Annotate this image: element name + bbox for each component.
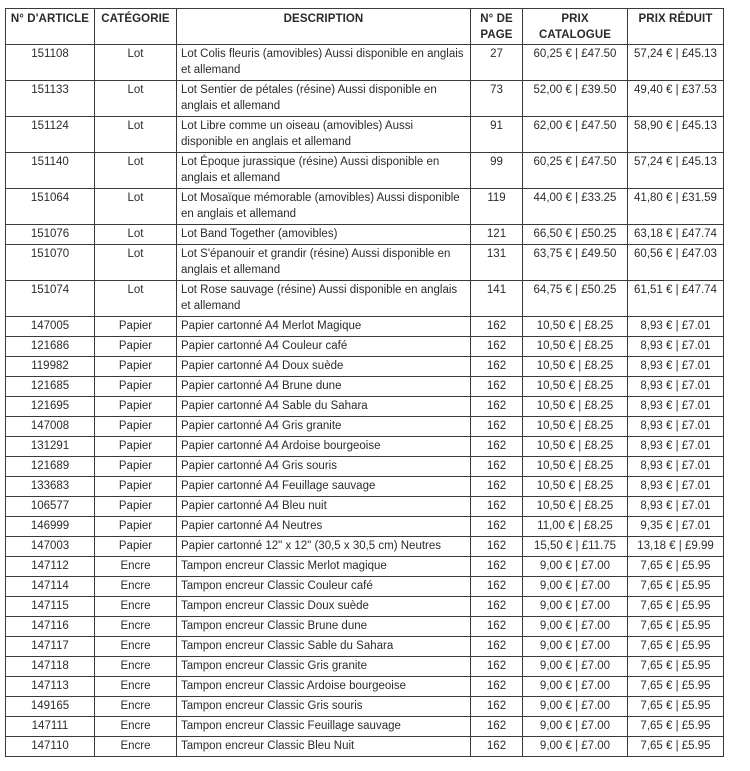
reduced-price-cell: 8,93 € | £7.01 (628, 337, 724, 357)
category-cell: Papier (95, 417, 177, 437)
page-number-cell: 162 (471, 657, 523, 677)
article-number-cell: 151064 (6, 189, 95, 225)
page-number-cell: 162 (471, 317, 523, 337)
table-row (6, 189, 724, 225)
catalog-price-cell: 9,00 € | £7.00 (523, 577, 628, 597)
catalog-price-cell: 9,00 € | £7.00 (523, 657, 628, 677)
header-page (471, 9, 523, 45)
table-row (6, 497, 724, 517)
article-number-cell: 147116 (6, 617, 95, 637)
table-row (6, 245, 724, 281)
description-cell: Tampon encreur Classic Doux suède (177, 597, 471, 617)
reduced-price-cell: 7,65 € | £5.95 (628, 697, 724, 717)
catalog-price-cell: 10,50 € | £8.25 (523, 417, 628, 437)
reduced-price-cell: 49,40 € | £37.53 (628, 81, 724, 117)
article-number-cell: 147111 (6, 717, 95, 737)
article-number-cell: 147005 (6, 317, 95, 337)
category-cell: Encre (95, 597, 177, 617)
category-cell: Papier (95, 357, 177, 377)
page-number-cell: 162 (471, 357, 523, 377)
table-row (6, 397, 724, 417)
description-cell: Papier cartonné A4 Merlot Magique (177, 317, 471, 337)
table-header (6, 9, 724, 45)
page-number-cell: 119 (471, 189, 523, 225)
description-cell: Papier cartonné A4 Gris souris (177, 457, 471, 477)
catalog-price-cell: 44,00 € | £33.25 (523, 189, 628, 225)
table-row (6, 537, 724, 557)
description-cell: Lot Colis fleuris (amovibles) Aussi disponible en anglais et allemand (177, 45, 471, 81)
catalog-price-cell: 9,00 € | £7.00 (523, 717, 628, 737)
reduced-price-cell: 57,24 € | £45.13 (628, 153, 724, 189)
reduced-price-cell: 7,65 € | £5.95 (628, 737, 724, 757)
catalog-price-cell: 10,50 € | £8.25 (523, 397, 628, 417)
table-row (6, 377, 724, 397)
reduced-price-cell: 8,93 € | £7.01 (628, 457, 724, 477)
reduced-price-cell: 63,18 € | £47.74 (628, 225, 724, 245)
article-number-cell: 147115 (6, 597, 95, 617)
page-number-cell: 27 (471, 45, 523, 81)
table-row (6, 657, 724, 677)
category-cell: Lot (95, 189, 177, 225)
table-row (6, 225, 724, 245)
header-page-line1: N° DE (480, 13, 513, 25)
reduced-price-cell: 7,65 € | £5.95 (628, 597, 724, 617)
reduced-price-cell: 7,65 € | £5.95 (628, 677, 724, 697)
reduced-price-cell: 7,65 € | £5.95 (628, 617, 724, 637)
catalog-price-cell: 9,00 € | £7.00 (523, 697, 628, 717)
table-row (6, 557, 724, 577)
table-row (6, 117, 724, 153)
page-number-cell: 162 (471, 697, 523, 717)
reduced-price-cell: 7,65 € | £5.95 (628, 637, 724, 657)
article-number-cell: 147113 (6, 677, 95, 697)
article-number-cell: 147008 (6, 417, 95, 437)
category-cell: Lot (95, 225, 177, 245)
catalog-price-cell: 9,00 € | £7.00 (523, 637, 628, 657)
catalog-price-cell: 52,00 € | £39.50 (523, 81, 628, 117)
table-row (6, 677, 724, 697)
reduced-price-cell: 60,56 € | £47.03 (628, 245, 724, 281)
catalog-price-cell: 15,50 € | £11.75 (523, 537, 628, 557)
reduced-price-cell: 8,93 € | £7.01 (628, 497, 724, 517)
reduced-price-cell: 8,93 € | £7.01 (628, 397, 724, 417)
header-reduced-price: PRIX RÉDUIT (628, 9, 724, 45)
catalog-price-cell: 10,50 € | £8.25 (523, 477, 628, 497)
article-number-cell: 147112 (6, 557, 95, 577)
article-number-cell: 106577 (6, 497, 95, 517)
article-number-cell: 151124 (6, 117, 95, 153)
page-number-cell: 91 (471, 117, 523, 153)
article-number-cell: 131291 (6, 437, 95, 457)
reduced-price-cell: 7,65 € | £5.95 (628, 577, 724, 597)
table-row (6, 477, 724, 497)
description-cell: Lot Libre comme un oiseau (amovibles) Aussi disponible en anglais et allemand (177, 117, 471, 153)
article-number-cell: 149165 (6, 697, 95, 717)
article-number-cell: 146999 (6, 517, 95, 537)
catalog-price-cell: 10,50 € | £8.25 (523, 377, 628, 397)
catalog-price-cell: 9,00 € | £7.00 (523, 737, 628, 757)
description-cell: Papier cartonné A4 Couleur café (177, 337, 471, 357)
description-cell: Tampon encreur Classic Merlot magique (177, 557, 471, 577)
description-cell: Tampon encreur Classic Feuillage sauvage (177, 717, 471, 737)
catalog-price-cell: 10,50 € | £8.25 (523, 317, 628, 337)
table-row (6, 457, 724, 477)
catalog-price-cell: 60,25 € | £47.50 (523, 45, 628, 81)
catalog-price-cell: 11,00 € | £8.25 (523, 517, 628, 537)
reduced-price-cell: 57,24 € | £45.13 (628, 45, 724, 81)
description-cell: Tampon encreur Classic Brune dune (177, 617, 471, 637)
description-cell: Lot S'épanouir et grandir (résine) Aussi disponible en anglais et allemand (177, 245, 471, 281)
header-row (6, 9, 724, 45)
category-cell: Encre (95, 677, 177, 697)
article-number-cell: 151133 (6, 81, 95, 117)
header-catalog-line2: CATALOGUE (538, 29, 612, 41)
article-number-cell: 121685 (6, 377, 95, 397)
article-number-cell: 151140 (6, 153, 95, 189)
header-category: CATÉGORIE (95, 9, 177, 45)
table-row (6, 717, 724, 737)
category-cell: Lot (95, 81, 177, 117)
category-cell: Lot (95, 117, 177, 153)
header-catalog-price (523, 9, 628, 45)
description-cell: Papier cartonné A4 Brune dune (177, 377, 471, 397)
category-cell: Lot (95, 153, 177, 189)
article-number-cell: 119982 (6, 357, 95, 377)
description-cell: Papier cartonné A4 Doux suède (177, 357, 471, 377)
table-row (6, 737, 724, 757)
article-number-cell: 147003 (6, 537, 95, 557)
table-row (6, 357, 724, 377)
article-number-cell: 121686 (6, 337, 95, 357)
reduced-price-cell: 8,93 € | £7.01 (628, 317, 724, 337)
reduced-price-cell: 61,51 € | £47.74 (628, 281, 724, 317)
catalog-price-cell: 10,50 € | £8.25 (523, 357, 628, 377)
page-number-cell: 99 (471, 153, 523, 189)
page-number-cell: 162 (471, 637, 523, 657)
table-row (6, 337, 724, 357)
table-row (6, 517, 724, 537)
page-number-cell: 162 (471, 677, 523, 697)
page-number-cell: 162 (471, 337, 523, 357)
article-number-cell: 133683 (6, 477, 95, 497)
category-cell: Encre (95, 637, 177, 657)
page-number-cell: 162 (471, 377, 523, 397)
category-cell: Encre (95, 557, 177, 577)
category-cell: Encre (95, 737, 177, 757)
reduced-price-cell: 8,93 € | £7.01 (628, 357, 724, 377)
category-cell: Encre (95, 577, 177, 597)
page-number-cell: 73 (471, 81, 523, 117)
description-cell: Lot Rose sauvage (résine) Aussi disponible en anglais et allemand (177, 281, 471, 317)
table-row (6, 81, 724, 117)
table-row (6, 281, 724, 317)
page-number-cell: 162 (471, 617, 523, 637)
category-cell: Papier (95, 437, 177, 457)
category-cell: Papier (95, 377, 177, 397)
category-cell: Encre (95, 657, 177, 677)
description-cell: Tampon encreur Classic Couleur café (177, 577, 471, 597)
category-cell: Encre (95, 717, 177, 737)
catalog-price-cell: 9,00 € | £7.00 (523, 677, 628, 697)
article-number-cell: 151074 (6, 281, 95, 317)
description-cell: Papier cartonné A4 Sable du Sahara (177, 397, 471, 417)
description-cell: Tampon encreur Classic Sable du Sahara (177, 637, 471, 657)
description-cell: Tampon encreur Classic Gris souris (177, 697, 471, 717)
price-table (5, 8, 724, 757)
page-number-cell: 162 (471, 397, 523, 417)
page-number-cell: 162 (471, 597, 523, 617)
table-body (6, 45, 724, 757)
reduced-price-cell: 8,93 € | £7.01 (628, 377, 724, 397)
reduced-price-cell: 7,65 € | £5.95 (628, 657, 724, 677)
catalog-price-cell: 60,25 € | £47.50 (523, 153, 628, 189)
page-number-cell: 162 (471, 417, 523, 437)
article-number-cell: 151070 (6, 245, 95, 281)
catalog-price-cell: 10,50 € | £8.25 (523, 437, 628, 457)
catalog-price-cell: 10,50 € | £8.25 (523, 457, 628, 477)
description-cell: Tampon encreur Classic Bleu Nuit (177, 737, 471, 757)
table-row (6, 317, 724, 337)
page-number-cell: 162 (471, 537, 523, 557)
description-cell: Papier cartonné A4 Ardoise bourgeoise (177, 437, 471, 457)
page-number-cell: 162 (471, 497, 523, 517)
header-article: N° D'ARTICLE (6, 9, 95, 45)
article-number-cell: 147117 (6, 637, 95, 657)
page-number-cell: 162 (471, 437, 523, 457)
header-page-line2: PAGE (480, 29, 513, 41)
description-cell: Papier cartonné A4 Gris granite (177, 417, 471, 437)
reduced-price-cell: 8,93 € | £7.01 (628, 437, 724, 457)
reduced-price-cell: 8,93 € | £7.01 (628, 417, 724, 437)
category-cell: Papier (95, 477, 177, 497)
table-row (6, 45, 724, 81)
description-cell: Papier cartonné A4 Feuillage sauvage (177, 477, 471, 497)
category-cell: Lot (95, 245, 177, 281)
description-cell: Papier cartonné A4 Bleu nuit (177, 497, 471, 517)
category-cell: Lot (95, 45, 177, 81)
reduced-price-cell: 58,90 € | £45.13 (628, 117, 724, 153)
article-number-cell: 121689 (6, 457, 95, 477)
page-number-cell: 121 (471, 225, 523, 245)
catalog-price-cell: 66,50 € | £50.25 (523, 225, 628, 245)
category-cell: Papier (95, 317, 177, 337)
header-catalog-line1: PRIX (561, 13, 589, 25)
page-number-cell: 162 (471, 737, 523, 757)
article-number-cell: 147118 (6, 657, 95, 677)
article-number-cell: 147110 (6, 737, 95, 757)
table-row (6, 597, 724, 617)
reduced-price-cell: 8,93 € | £7.01 (628, 477, 724, 497)
page-number-cell: 162 (471, 517, 523, 537)
header-description: DESCRIPTION (177, 9, 471, 45)
category-cell: Lot (95, 281, 177, 317)
article-number-cell: 151108 (6, 45, 95, 81)
catalog-price-cell: 10,50 € | £8.25 (523, 497, 628, 517)
table-row (6, 153, 724, 189)
table-row (6, 437, 724, 457)
category-cell: Papier (95, 337, 177, 357)
reduced-price-cell: 7,65 € | £5.95 (628, 717, 724, 737)
catalog-price-cell: 63,75 € | £49.50 (523, 245, 628, 281)
reduced-price-cell: 9,35 € | £7.01 (628, 517, 724, 537)
reduced-price-cell: 13,18 € | £9.99 (628, 537, 724, 557)
category-cell: Papier (95, 537, 177, 557)
description-cell: Papier cartonné A4 Neutres (177, 517, 471, 537)
article-number-cell: 151076 (6, 225, 95, 245)
article-number-cell: 147114 (6, 577, 95, 597)
description-cell: Tampon encreur Classic Gris granite (177, 657, 471, 677)
table-row (6, 577, 724, 597)
category-cell: Papier (95, 517, 177, 537)
table-row (6, 617, 724, 637)
page-number-cell: 162 (471, 477, 523, 497)
description-cell: Papier cartonné 12" x 12" (30,5 x 30,5 cm) Neutres (177, 537, 471, 557)
table-row (6, 697, 724, 717)
table-row (6, 417, 724, 437)
description-cell: Tampon encreur Classic Ardoise bourgeoise (177, 677, 471, 697)
category-cell: Encre (95, 617, 177, 637)
page-number-cell: 131 (471, 245, 523, 281)
catalog-price-cell: 64,75 € | £50.25 (523, 281, 628, 317)
catalog-price-cell: 10,50 € | £8.25 (523, 337, 628, 357)
reduced-price-cell: 41,80 € | £31.59 (628, 189, 724, 225)
page-number-cell: 162 (471, 457, 523, 477)
catalog-price-cell: 9,00 € | £7.00 (523, 617, 628, 637)
table-row (6, 637, 724, 657)
catalog-price-cell: 62,00 € | £47.50 (523, 117, 628, 153)
catalog-price-cell: 9,00 € | £7.00 (523, 557, 628, 577)
page-number-cell: 162 (471, 557, 523, 577)
article-number-cell: 121695 (6, 397, 95, 417)
reduced-price-cell: 7,65 € | £5.95 (628, 557, 724, 577)
category-cell: Encre (95, 697, 177, 717)
page-number-cell: 162 (471, 717, 523, 737)
description-cell: Lot Époque jurassique (résine) Aussi disponible en anglais et allemand (177, 153, 471, 189)
description-cell: Lot Band Together (amovibles) (177, 225, 471, 245)
page-number-cell: 141 (471, 281, 523, 317)
catalog-price-cell: 9,00 € | £7.00 (523, 597, 628, 617)
page-number-cell: 162 (471, 577, 523, 597)
description-cell: Lot Sentier de pétales (résine) Aussi disponible en anglais et allemand (177, 81, 471, 117)
category-cell: Papier (95, 457, 177, 477)
category-cell: Papier (95, 497, 177, 517)
description-cell: Lot Mosaïque mémorable (amovibles) Aussi disponible en anglais et allemand (177, 189, 471, 225)
category-cell: Papier (95, 397, 177, 417)
